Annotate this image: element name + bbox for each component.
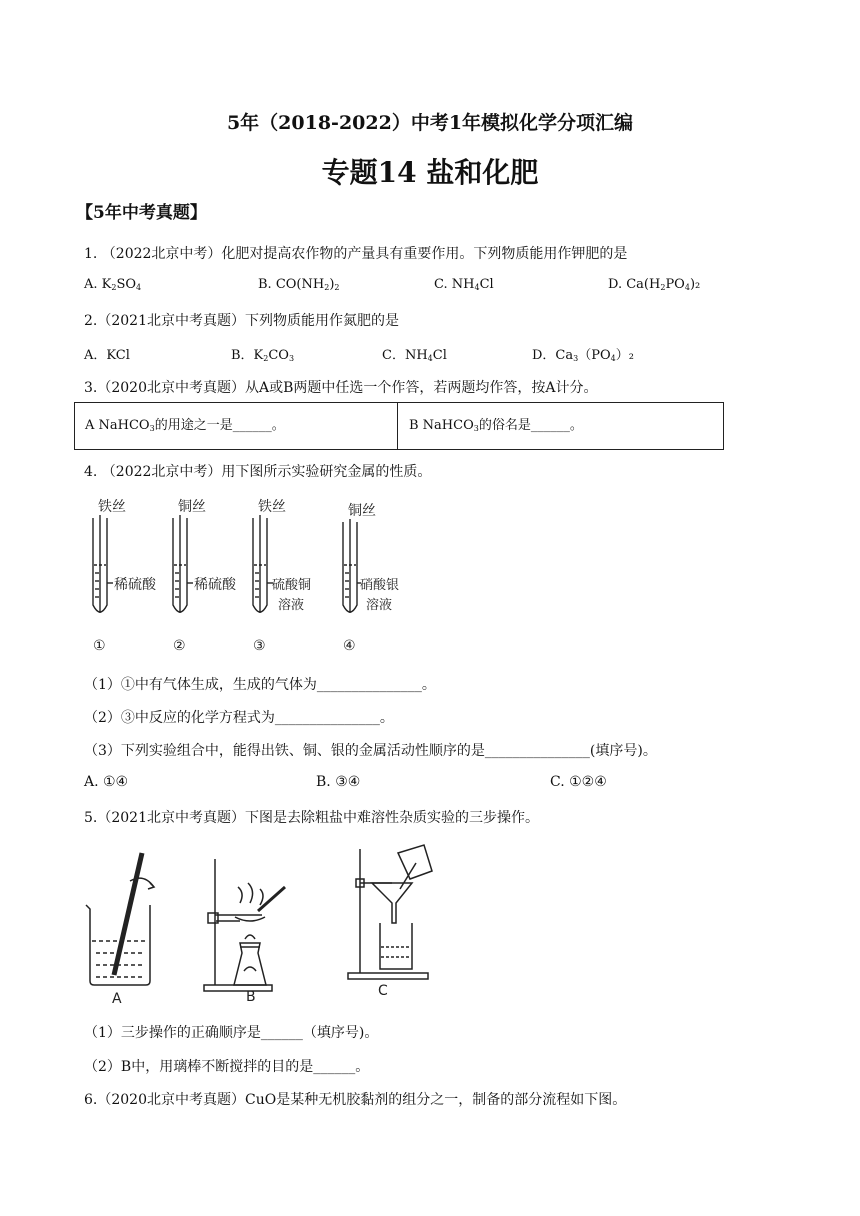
tube-4-liquid-label: 硝酸银	[360, 578, 400, 593]
tube-3-wire-label: 铁丝	[258, 499, 286, 515]
tube-3-liquid-label: 硫酸铜	[272, 578, 312, 593]
q1-stem: 1. （2022北京中考）化肥对提高农作物的产量具有重要作用。下列物质能用作钾肥的是	[84, 246, 628, 262]
q1-option-b: B. $CO(NH_2)_2$	[258, 277, 340, 292]
tube-1	[93, 498, 157, 654]
tube-3	[253, 498, 311, 654]
q4-sub2: （2）③中反应的化学方程式为_______________。	[84, 710, 394, 726]
salt-purification-figure	[80, 843, 440, 1013]
q2-stem: 2.（2021北京中考真题）下列物质能用作氮肥的是	[84, 313, 399, 329]
q5-stem: 5.（2021北京中考真题）下图是去除粗盐中难溶性杂质实验的三步操作。	[84, 810, 539, 826]
tube-3-number: ③	[253, 638, 266, 654]
q3-cell-a: A NaHCO$_3$的用途之一是______。	[85, 418, 285, 433]
test-tube-figure	[80, 493, 410, 658]
q4-option-b: B. ③④	[316, 774, 361, 790]
q2-option-b: B．$K_2CO_3$	[231, 348, 295, 363]
q6-stem: 6.（2020北京中考真题）CuO是某种无机胶黏剂的组分之一，制备的部分流程如下图。	[84, 1092, 627, 1108]
tube-2	[173, 498, 237, 654]
tube-3-liquid-label-2: 溶液	[278, 598, 305, 613]
apparatus-b	[204, 859, 285, 1005]
q3-stem: 3.（2020北京中考真题）从A或B两题中任选一个作答，若两题均作答，按A计分。	[84, 380, 598, 396]
q3-choice-table	[74, 402, 724, 450]
series-title: 5年（2018-2022）中考1年模拟化学分项汇编	[226, 112, 634, 134]
tube-1-liquid-label: 稀硫酸	[114, 577, 156, 593]
apparatus-c	[348, 845, 432, 999]
q3-cell-b: B NaHCO$_3$的俗名是______。	[409, 418, 583, 433]
section-heading: 【5年中考真题】	[76, 203, 207, 223]
q4-sub3: （3）下列实验组合中，能得出铁、铜、银的金属活动性顺序的是_______________(填序号)。	[84, 743, 657, 759]
tube-4-wire-label: 铜丝	[348, 503, 376, 519]
tube-1-wire-label: 铁丝	[98, 499, 126, 515]
apparatus-a-label: A	[112, 991, 122, 1007]
q5-sub1: （1）三步操作的正确顺序是______（填序号)。	[84, 1025, 379, 1041]
q5-sub2: （2）B中，用璃棒不断搅拌的目的是______。	[84, 1059, 370, 1075]
q4-option-a: A. ①④	[84, 774, 129, 790]
q3-table-divider	[397, 403, 398, 449]
tube-4-liquid-label-2: 溶液	[366, 598, 393, 613]
tube-1-number: ①	[93, 638, 106, 654]
q4-stem: 4. （2022北京中考）用下图所示实验研究金属的性质。	[84, 464, 432, 480]
q4-option-c: C. ①②④	[550, 774, 607, 790]
tube-4	[343, 502, 399, 654]
q1-option-d: D. $Ca(H_2PO_4)_2$	[608, 277, 701, 292]
q4-sub1: （1）①中有气体生成，生成的气体为_______________。	[84, 677, 436, 693]
apparatus-b-label: B	[246, 989, 256, 1005]
tube-2-number: ②	[173, 638, 186, 654]
q2-option-c: C．$NH_4Cl$	[382, 348, 447, 363]
q1-option-c: C. $NH_4Cl$	[434, 277, 494, 292]
topic-title: 专题14 盐和化肥	[321, 156, 539, 189]
tube-4-number: ④	[343, 638, 356, 654]
apparatus-c-label: C	[378, 983, 388, 999]
tube-2-wire-label: 铜丝	[178, 499, 206, 515]
q2-option-a: A．KCl	[84, 348, 130, 363]
tube-2-liquid-label: 稀硫酸	[194, 577, 236, 593]
apparatus-a	[86, 853, 154, 1007]
q2-option-d: D．$Ca_3(PO_4)_2$	[532, 348, 634, 363]
q1-option-a: A. $K_2SO_4$	[84, 277, 142, 292]
